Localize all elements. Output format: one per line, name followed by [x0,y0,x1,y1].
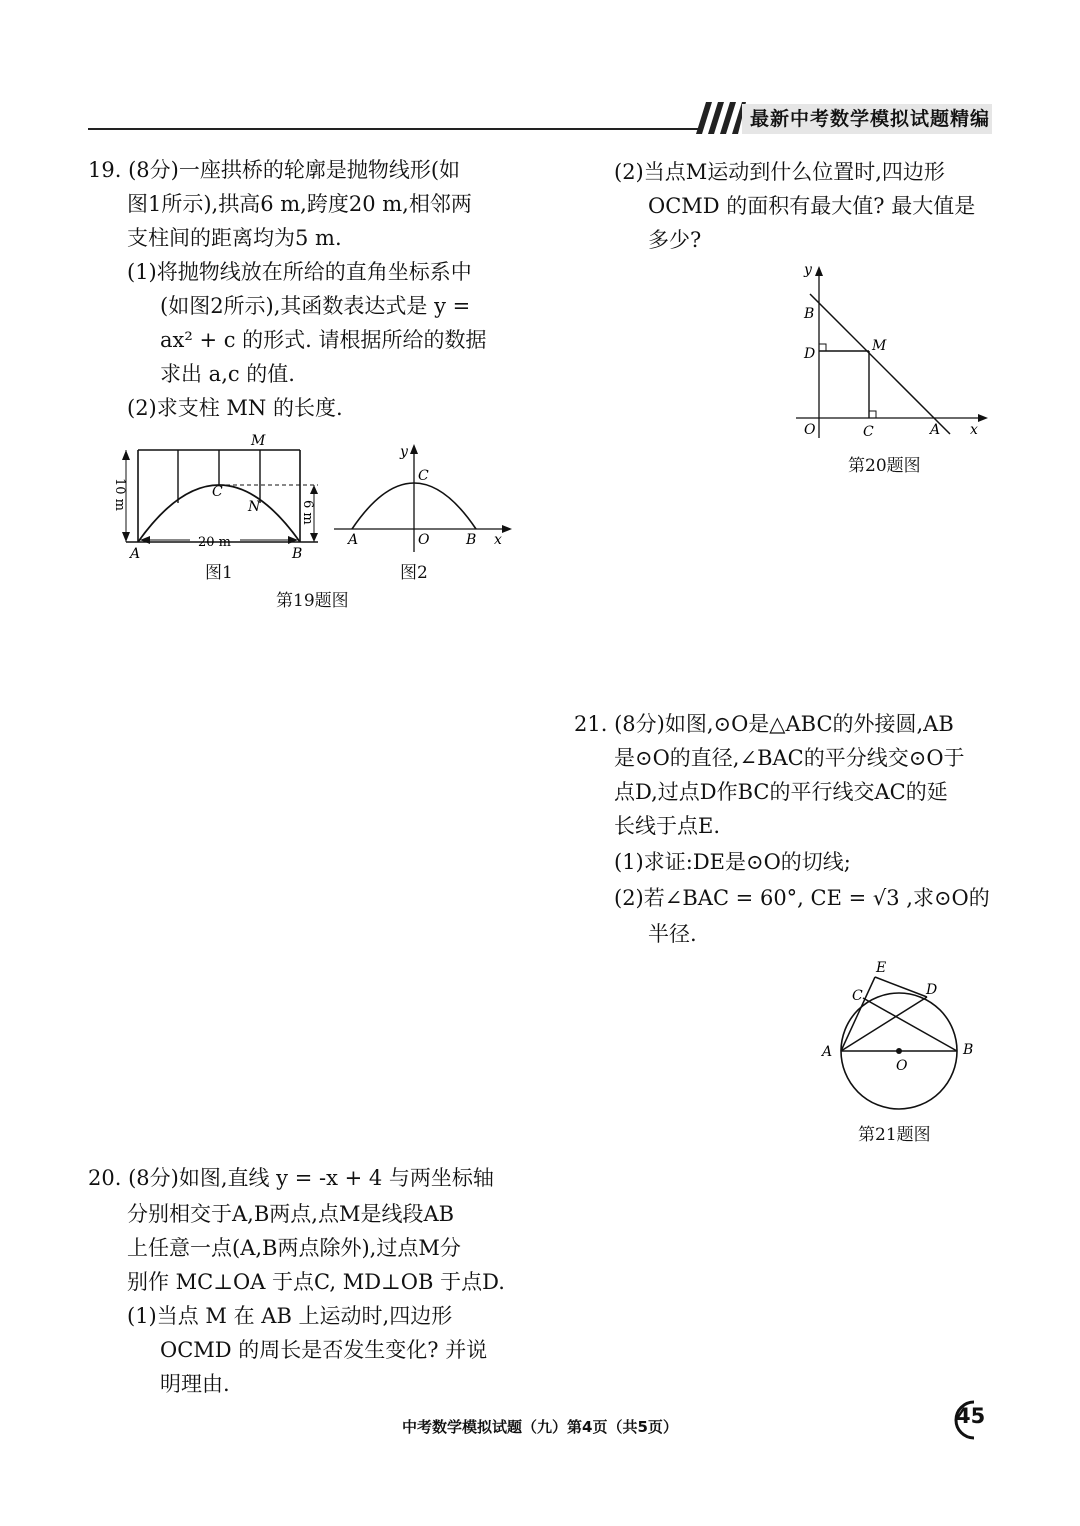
q21-caption: 第21题图 [858,1125,931,1145]
q20-line-4: 别作 MC⊥OA 于点C, MD⊥OB 于点D. [127,1270,505,1294]
q20-part2-line-3: 多少? [648,228,702,252]
q20-fig-label-y: y [804,262,812,278]
q19-fig1-label-n: N [248,499,261,515]
q19-fig2-label-y: y [400,444,408,460]
q19-line-7: 求出 a,c 的值. [160,362,295,386]
q20-line-3: 上任意一点(A,B两点除外),过点M分 [127,1236,461,1260]
q20-fig-label-b: B [804,306,815,322]
q19-line-2: 图1所示),拱高6 m,跨度20 m,相邻两 [127,192,472,216]
q19-line-4: (1)将抛物线放在所给的直角坐标系中 [127,260,472,284]
header-title: 最新中考数学模拟试题精编 [750,108,991,130]
q21-line-7: 半径. [648,922,697,946]
q21-figure [812,954,982,1114]
q19-fig1-label-h10: 10 m [112,478,127,512]
q21-line-1: 21. (8分)如图,⊙O是△ABC的外接圆,AB [574,712,954,736]
q19-caption: 第19题图 [276,591,349,611]
q19-fig1-label-a: A [130,546,141,562]
q20-part2-line-1: (2)当点M运动到什么位置时,四边形 [614,160,945,184]
q19-fig1-label-c: C [212,484,223,500]
footer-text: 中考数学模拟试题（九）第4页（共5页） [402,1418,678,1436]
q19-fig2-label-b: B [466,532,477,548]
header-rule [88,128,700,130]
q19-line-3: 支柱间的距离均为5 m. [127,226,342,250]
q19-fig2-label-x: x [494,532,502,548]
q20-fig-label-x: x [970,422,978,438]
q19-figure-2 [332,440,516,556]
q19-figure-1 [108,428,330,564]
q20-line-2: 分别相交于A,B两点,点M是线段AB [127,1202,455,1226]
page-number: 45 [956,1404,986,1428]
q21-line-3: 点D,过点D作BC的平行线交AC的延 [614,780,948,804]
q21-fig-label-o: O [896,1058,908,1074]
q19-fig1-label-b: B [292,546,303,562]
q21-fig-label-e: E [876,960,887,976]
q19-line-8: (2)求支柱 MN 的长度. [127,396,343,420]
q20-line-1: 20. (8分)如图,直线 y = -x + 4 与两坐标轴 [88,1166,494,1190]
q20-fig-label-m: M [872,338,887,354]
q20-part2-line-2: OCMD 的面积有最大值? 最大值是 [648,194,976,218]
q19-fig2-caption: 图2 [400,563,428,583]
q19-fig2-label-c: C [418,468,429,484]
q20-line-7: 明理由. [160,1372,230,1396]
q21-fig-label-b: B [963,1042,974,1058]
q19-line-1: 19. (8分)一座拱桥的轮廓是抛物线形(如 [88,158,461,182]
q20-fig-label-a: A [930,422,941,438]
q20-fig-label-c: C [863,424,874,440]
q20-fig-label-o: O [804,422,816,438]
q19-fig1-label-h6: 6 m [300,500,315,525]
q20-line-5: (1)当点 M 在 AB 上运动时,四边形 [127,1304,453,1328]
q20-figure [792,258,992,444]
q19-fig2-label-a: A [348,532,359,548]
q21-fig-label-a: A [822,1044,833,1060]
q21-line-4: 长线于点E. [614,814,721,838]
q21-fig-label-c: C [852,988,863,1004]
q21-line-2: 是⊙O的直径,∠BAC的平分线交⊙O于 [614,746,965,770]
q19-line-5: (如图2所示),其函数表达式是 y = [160,294,471,318]
q20-fig-label-d: D [804,346,816,362]
q19-fig2-label-o: O [418,532,430,548]
header-stripes-icon [696,100,746,136]
q21-fig-label-d: D [926,982,938,998]
q19-fig1-label-span: 20 m [198,535,232,550]
q19-fig1-caption: 图1 [205,563,233,583]
q19-fig1-label-m: M [251,433,266,449]
q19-line-6: ax² + c 的形式. 请根据所给的数据 [160,328,487,352]
q21-line-6: (2)若∠BAC = 60°, CE = √3 ,求⊙O的 [614,886,990,910]
q21-line-5: (1)求证:DE是⊙O的切线; [614,850,851,874]
q20-line-6: OCMD 的周长是否发生变化? 并说 [160,1338,488,1362]
q20-caption: 第20题图 [848,456,921,476]
